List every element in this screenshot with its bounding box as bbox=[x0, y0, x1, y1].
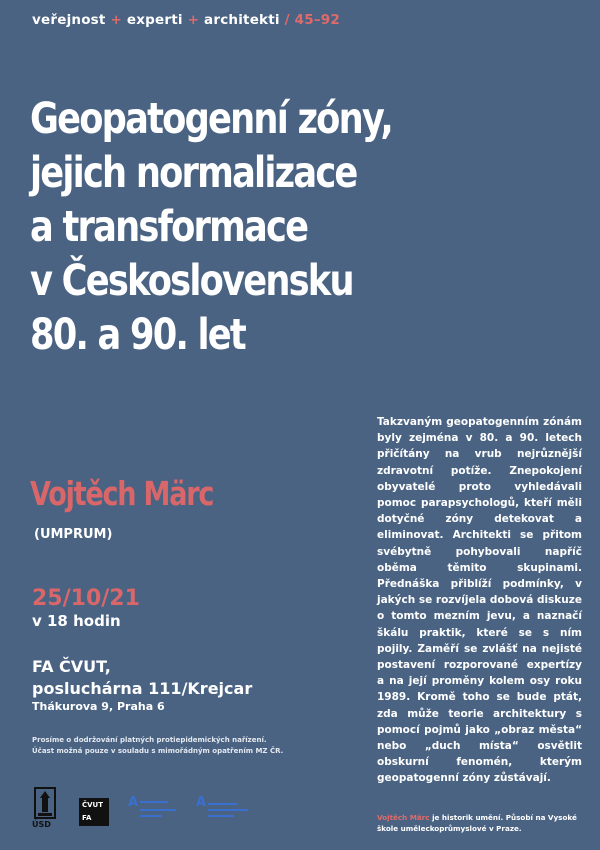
partner-logo-mark-icon bbox=[208, 799, 252, 819]
usd-logo bbox=[32, 786, 58, 830]
cvut-logo bbox=[79, 798, 109, 826]
venue-line: FA ČVUT, bbox=[32, 657, 111, 676]
series-part-public: veřejnost bbox=[32, 12, 106, 28]
event-venue bbox=[32, 656, 252, 700]
partner-logo bbox=[196, 795, 256, 821]
event-date: 25/10/21 bbox=[32, 586, 140, 611]
event-time: v 18 hodin bbox=[32, 612, 121, 630]
bio-name: Vojtěch Märc bbox=[377, 813, 430, 822]
venue-line: posluchárna 111/Krejcar bbox=[32, 679, 253, 698]
notice-line: Prosíme o dodržování platných protiepidemických nařízení. bbox=[32, 736, 267, 744]
series-header bbox=[32, 12, 340, 28]
speaker-bio bbox=[377, 812, 587, 834]
title-line: 80. a 90. let bbox=[30, 310, 245, 360]
notice-line: Účast možná pouze v souladu s mimořádným opatřením MZ ČR. bbox=[32, 747, 284, 755]
partner-logo-letter: A bbox=[128, 795, 139, 810]
lecture-title bbox=[30, 92, 392, 362]
usd-emblem-icon bbox=[32, 786, 58, 820]
lecture-abstract: Takzvaným geopatogenním zónám byly zejména v 80. a 90. letech přičítány na vrub nejrůznější zdravotní potíže. Znepokojení obyvatelé proto vyhledávali pomoc parapsychologů, kteří měli dotyčné zóny detekovat a eliminovat. Architekti se přitom svébytně pohybovali napříč oběma těmito skupinami. Přednáška přiblíží podmínky, v jakých se rozvíjela dobová diskuze o tomto mezním jevu, a naznačí škálu praktik, které se s ním pojily. Zaměří se zvlášť na nejisté postavení rozporované expertízy a na její proměny kolem osy roku 1989. Kromě toho se bude ptát, zda může teorie architektury s pomocí pojmů jako „obraz města“ nebo „duch místa“ osvětlit obskurní fenomén, kterým geopatogenní zóny zůstávají. bbox=[377, 416, 583, 785]
series-part-architects: architekti bbox=[204, 12, 280, 28]
covid-notice bbox=[32, 735, 283, 757]
title-line: Geopatogenní zóny, bbox=[30, 94, 392, 144]
cvut-label: ČVUT bbox=[82, 801, 104, 809]
plus-sign: + bbox=[105, 12, 127, 28]
title-line: jejich normalizace bbox=[30, 148, 357, 198]
title-line: a transformace bbox=[30, 202, 308, 252]
series-part-experts: experti bbox=[126, 12, 183, 28]
speaker-name: Vojtěch Märc bbox=[30, 474, 214, 513]
bio-text: škole uměleckoprůmyslové v Praze. bbox=[377, 824, 522, 833]
plus-sign: + bbox=[182, 12, 205, 28]
event-address: Thákurova 9, Praha 6 bbox=[32, 700, 165, 713]
partner-logo-letter: A bbox=[196, 795, 207, 810]
series-range: / 45–92 bbox=[279, 12, 340, 28]
speaker-affiliation: (UMPRUM) bbox=[34, 527, 113, 542]
fa-label: FA bbox=[82, 814, 92, 822]
bio-text: je historik umění. Působí na Vysoké bbox=[429, 813, 577, 822]
partner-logo-mark-icon bbox=[140, 799, 184, 819]
partner-logo bbox=[128, 795, 188, 821]
usd-label: ÚSD bbox=[32, 820, 51, 829]
title-line: v Československu bbox=[30, 256, 353, 306]
